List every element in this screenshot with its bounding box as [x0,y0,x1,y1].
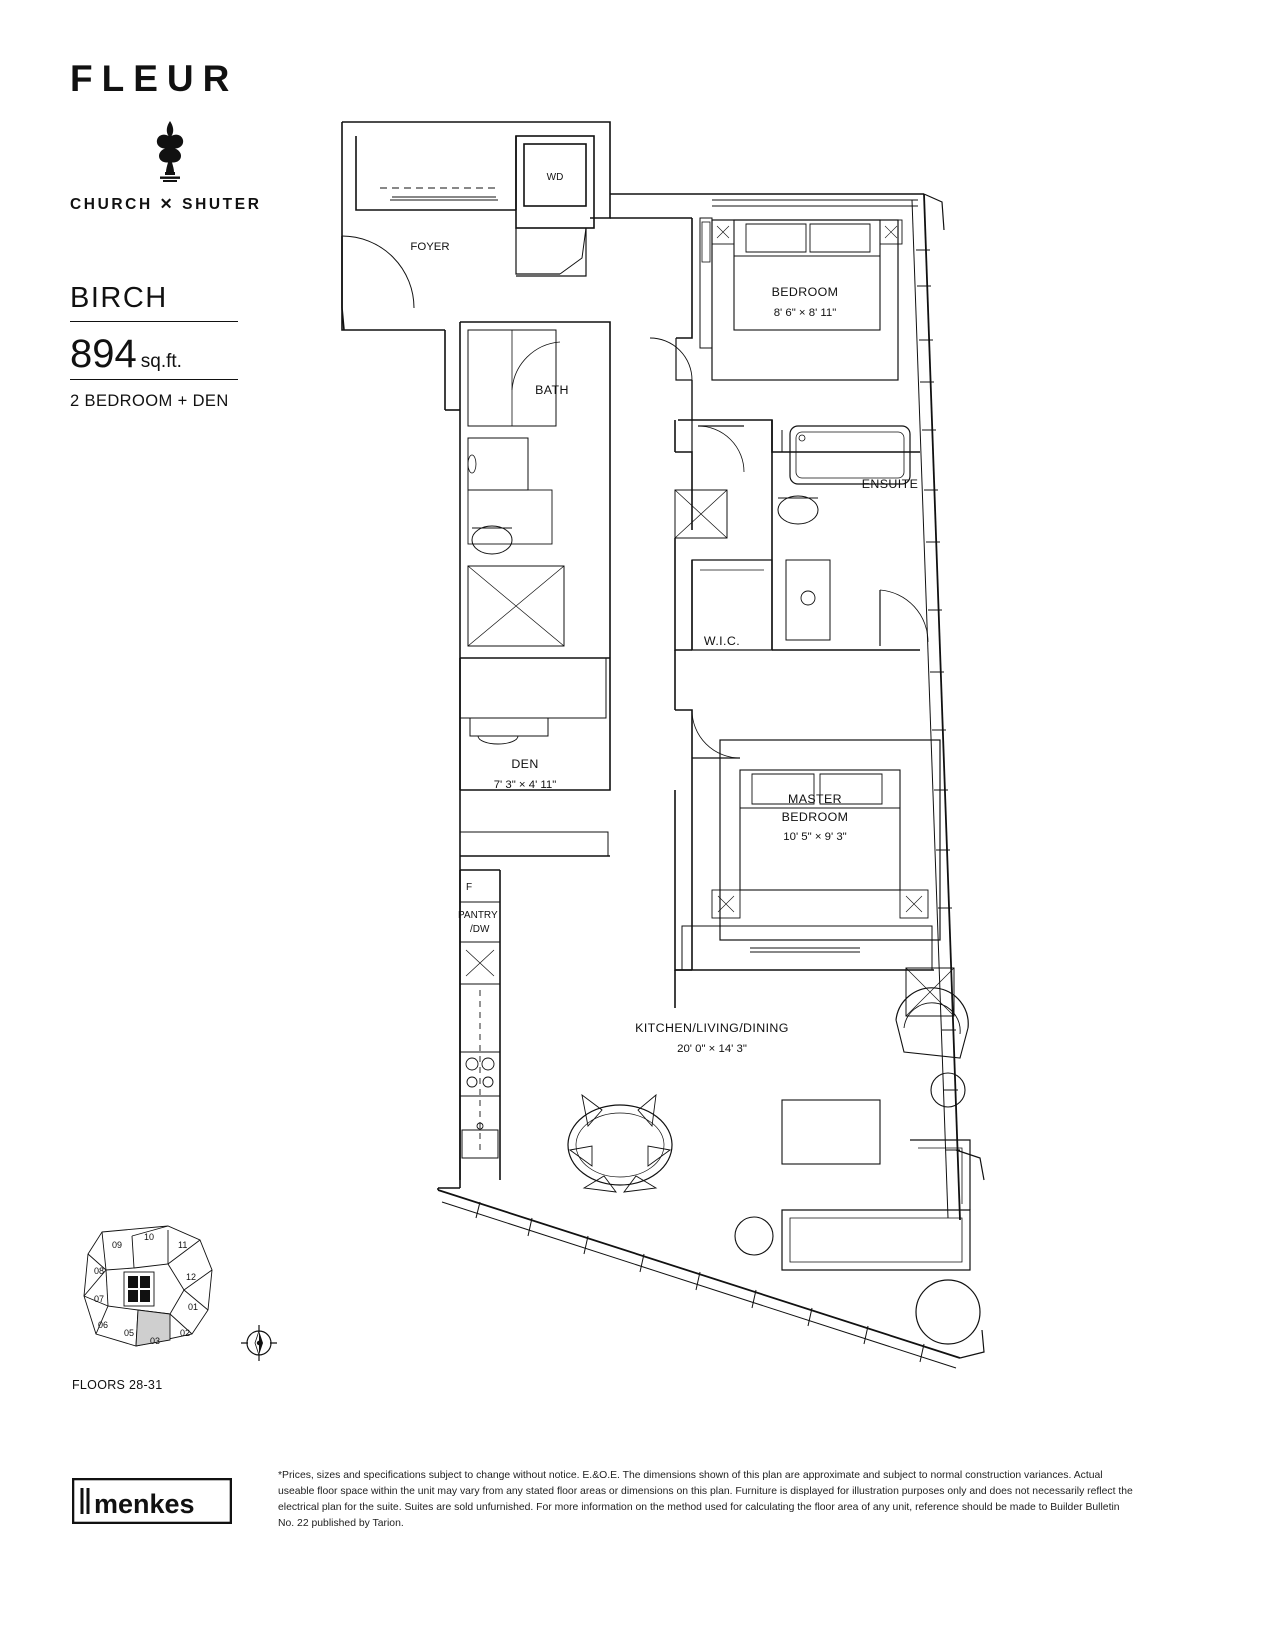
room-label-bedroom: BEDROOM [771,285,839,299]
room-label-pantry-line2: /DW [470,924,490,935]
room-label-fridge: F [466,882,473,893]
keyplan-unit-02-highlighted: 02 [180,1328,191,1338]
room-label-master-line2: BEDROOM [781,810,849,824]
room-label-pantry-line1: PANTRY [458,910,498,921]
divider [70,379,238,380]
room-dims-den: 7' 3" × 4' 11" [493,779,557,791]
keyplan-unit-10: 10 [144,1232,155,1242]
suite-name: BIRCH [70,282,168,314]
room-dims-master: 10' 5" × 9' 3" [783,831,847,843]
north-arrow-icon [238,1322,280,1364]
room-label-wd: WD [546,172,564,183]
suite-size-row [70,326,320,377]
keyplan-unit-05: 05 [124,1328,135,1338]
brand-block [70,60,320,214]
suite-type: 2 BEDROOM + DEN [70,392,229,410]
fleur-de-lis-icon [142,119,198,183]
floorplan-drawing [320,90,1230,1400]
room-label-wic: W.I.C. [703,634,741,648]
brand-subtitle: CHURCH ✕ SHUTER [70,196,262,213]
keyplan-floors-label: FLOORS 28-31 [72,1378,163,1392]
keyplan-unit-08: 08 [94,1266,105,1276]
keyplan-unit-01: 01 [188,1302,199,1312]
menkes-wordmark: menkes [94,1489,195,1519]
suite-info [70,282,320,411]
room-label-kitchen-living-dining: KITCHEN/LIVING/DINING [635,1021,789,1035]
keyplan-unit-06: 06 [98,1320,109,1330]
keyplan-unit-12: 12 [186,1272,197,1282]
room-label-foyer: FOYER [410,241,450,253]
room-label-ensuite: ENSUITE [861,477,919,491]
keyplan [72,1218,232,1358]
keyplan-unit-11: 11 [178,1240,188,1250]
divider [70,321,238,322]
keyplan-unit-07: 07 [94,1294,105,1304]
keyplan-unit-03: 03 [150,1336,161,1346]
room-label-bath: BATH [535,383,569,397]
room-dims-kitchen-living-dining: 20' 0" × 14' 3" [677,1043,747,1055]
suite-size-unit: sq.ft. [140,351,182,372]
room-label-den: DEN [511,757,539,771]
brand-name: FLEUR [70,58,239,99]
disclaimer-text: *Prices, sizes and specifications subject to change without notice. E.&O.E. The dimensions shown of this plan are approximate and subject to normal construction variances. Actual useable floor space within the unit may vary from any stated floor areas or dimensions on this plan. Furniture is displayed for illustration purposes only and does not necessarily reflect the electrical plan for the suite. Suites are sold unfurnished. For more information on the method used for calculating the floor area of any unit, reference should be made to Builder Bulletin No. 22 published by Tarion. [278,1470,1133,1530]
menkes-logo [72,1478,232,1524]
suite-size: 894 [70,332,137,376]
room-dims-bedroom: 8' 6" × 8' 11" [773,307,837,319]
keyplan-unit-09: 09 [112,1240,123,1250]
room-label-master-line1: MASTER [787,792,843,806]
